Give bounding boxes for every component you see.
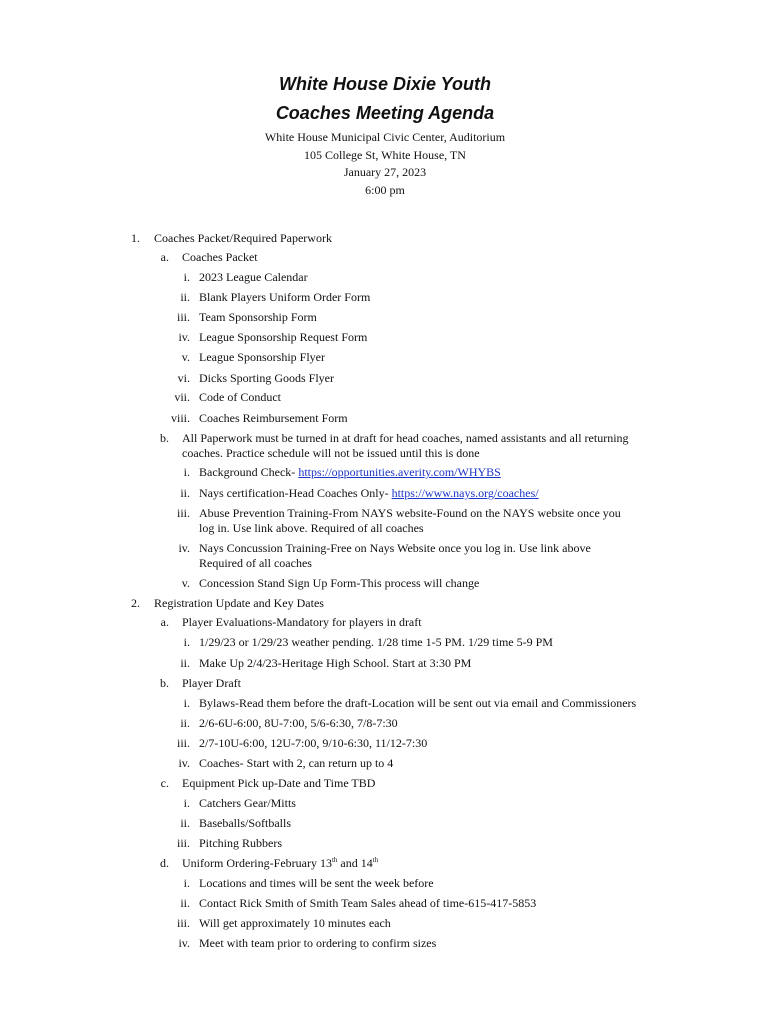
list-item: 2/6-6U-6:00, 8U-7:00, 5/6-6:30, 7/8-7:30 — [199, 716, 398, 730]
list-item: 1/29/23 or 1/29/23 weather pending. 1/28 time 1-5 PM. 1/29 time 5-9 PM — [199, 635, 553, 649]
list-item-continued: log in. Use link above. Required of all coaches — [199, 521, 424, 535]
item-marker: i. — [183, 465, 190, 479]
item-marker: ii. — [180, 816, 190, 830]
section-title: Coaches Packet/Required Paperwork — [154, 231, 332, 245]
item-marker: vii. — [174, 390, 190, 404]
item-marker: v. — [181, 576, 190, 590]
item-marker: ii. — [180, 486, 190, 500]
sub-title: Equipment Pick up-Date and Time TBD — [182, 776, 376, 790]
list-item — [199, 486, 539, 501]
meeting-address: 105 College St, White House, TN — [304, 148, 466, 162]
item-marker: iv. — [178, 936, 190, 950]
item-marker: i. — [183, 876, 190, 890]
list-item-continued: Required of all coaches — [199, 556, 312, 570]
ordinal-suffix: th — [372, 856, 379, 864]
item-marker: iii. — [176, 310, 190, 324]
meeting-time: 6:00 pm — [365, 183, 405, 197]
item-marker: iii. — [176, 836, 190, 850]
item-marker: iii. — [176, 506, 190, 520]
sub-marker: b. — [160, 676, 169, 690]
sub-marker: b. — [160, 431, 169, 445]
item-marker: viii. — [170, 411, 190, 425]
title-part: and 14 — [337, 856, 373, 870]
list-item: Dicks Sporting Goods Flyer — [199, 371, 334, 385]
item-marker: iv. — [178, 330, 190, 344]
list-item: Nays Concussion Training-Free on Nays Website once you log in. Use link above — [199, 541, 591, 555]
list-item: 2/7-10U-6:00, 12U-7:00, 9/10-6:30, 11/12-7:30 — [199, 736, 428, 750]
list-item: Coaches Reimbursement Form — [199, 411, 348, 425]
sub-marker: a. — [160, 250, 169, 264]
list-item: Bylaws-Read them before the draft-Location will be sent out via email and Commissioners — [199, 696, 637, 710]
list-item: League Sponsorship Flyer — [199, 350, 325, 364]
list-item: Make Up 2/4/23-Heritage High School. Start at 3:30 PM — [199, 656, 472, 670]
list-item: Pitching Rubbers — [199, 836, 282, 850]
meeting-date: January 27, 2023 — [343, 165, 427, 179]
sub-title: All Paperwork must be turned in at draft for head coaches, named assistants and all returning — [182, 431, 629, 445]
item-marker: ii. — [180, 290, 190, 304]
section-title: Registration Update and Key Dates — [154, 596, 324, 610]
list-item: 2023 League Calendar — [199, 270, 308, 284]
item-marker: vi. — [177, 371, 190, 385]
list-item: Concession Stand Sign Up Form-This process will change — [199, 576, 480, 590]
list-item: Code of Conduct — [199, 390, 281, 404]
sub-title: Coaches Packet — [182, 250, 258, 264]
section-marker: 1. — [131, 231, 140, 245]
item-marker: ii. — [180, 656, 190, 670]
background-check-link[interactable]: https://opportunities.averity.com/WHYBS — [298, 465, 501, 479]
list-item — [199, 465, 501, 480]
item-marker: iv. — [178, 541, 190, 555]
list-item: Will get approximately 10 minutes each — [199, 916, 391, 930]
item-text: Nays certification-Head Coaches Only- — [199, 486, 392, 500]
list-item: Team Sponsorship Form — [199, 310, 317, 324]
title-part: Uniform Ordering-February 13 — [182, 856, 332, 870]
list-item: Blank Players Uniform Order Form — [199, 290, 371, 304]
item-marker: i. — [183, 635, 190, 649]
section-marker: 2. — [131, 596, 140, 610]
item-marker: ii. — [180, 896, 190, 910]
list-item: Contact Rick Smith of Smith Team Sales ahead of time-615-417-5853 — [199, 896, 537, 910]
sub-marker: d. — [160, 856, 169, 870]
list-item: Coaches- Start with 2, can return up to 4 — [199, 756, 394, 770]
item-marker: i. — [183, 270, 190, 284]
list-item: Meet with team prior to ordering to confirm sizes — [199, 936, 437, 950]
list-item: League Sponsorship Request Form — [199, 330, 368, 344]
item-marker: v. — [181, 350, 190, 364]
nays-coaches-link[interactable]: https://www.nays.org/coaches/ — [391, 486, 539, 500]
sub-title: Player Evaluations-Mandatory for players in draft — [182, 615, 422, 629]
document-subtitle: Coaches Meeting Agenda — [275, 103, 495, 123]
item-marker: i. — [183, 796, 190, 810]
list-item: Locations and times will be sent the week before — [199, 876, 434, 890]
list-item: Abuse Prevention Training-From NAYS website-Found on the NAYS website once you — [199, 506, 621, 520]
item-marker: iii. — [176, 916, 190, 930]
sub-marker: a. — [160, 615, 169, 629]
sub-title: Player Draft — [182, 676, 241, 690]
sub-marker: c. — [160, 776, 169, 790]
item-marker: i. — [183, 696, 190, 710]
document-title: White House Dixie Youth — [278, 74, 492, 94]
item-text: Background Check- — [199, 465, 299, 479]
ordinal-suffix: th — [331, 856, 338, 864]
sub-title — [182, 856, 378, 871]
meeting-location: White House Municipal Civic Center, Auditorium — [264, 130, 506, 144]
list-item: Catchers Gear/Mitts — [199, 796, 296, 810]
list-item: Baseballs/Softballs — [199, 816, 291, 830]
item-marker: iv. — [178, 756, 190, 770]
sub-title-continued: coaches. Practice schedule will not be issued until this is done — [182, 446, 480, 460]
item-marker: iii. — [176, 736, 190, 750]
item-marker: ii. — [180, 716, 190, 730]
